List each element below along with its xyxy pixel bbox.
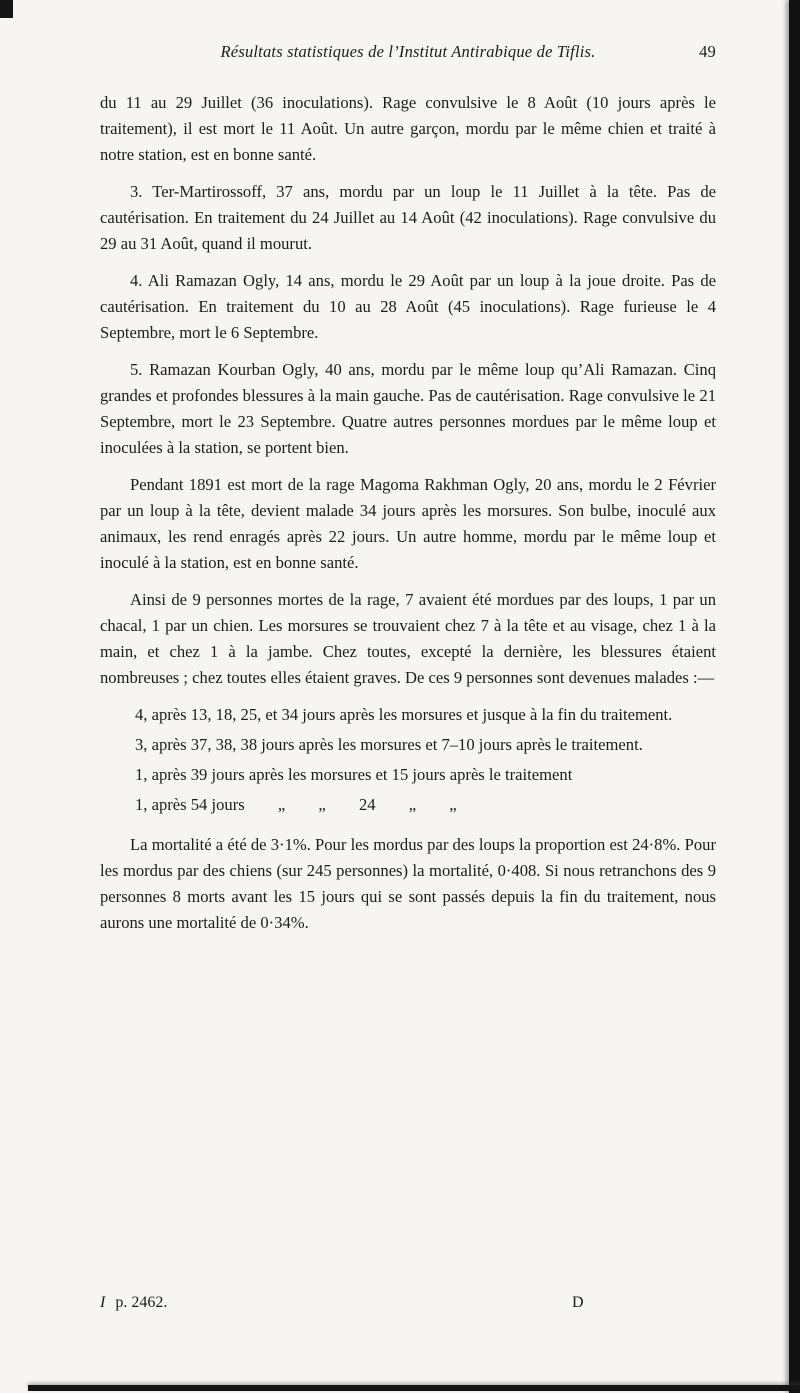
scan-edge-topleft — [0, 0, 13, 18]
list-item: 4, après 13, 18, 25, et 34 jours après les morsures et jusque à la fin du traitement. — [135, 705, 673, 724]
paragraph-case-5: 5. Ramazan Kourban Ogly, 40 ans, mordu par le même loup qu’Ali Ramazan. Cinq grandes et profondes blessures à la main gauche. Pas de cautérisation. Rage convulsive le 21 Septembre, mort le 23 Septembre. Quatre autres personnes mordues par le même loup et inoculées à la station, se portent bien. — [100, 360, 716, 457]
footer-page-ref: p. 2462. — [115, 1294, 168, 1311]
paragraph-1891-case: Pendant 1891 est mort de la rage Magoma Rakhman Ogly, 20 ans, mordu le 2 Février par un loup à la tête, devient malade 34 jours après les morsures. Son bulbe, inoculé aux animaux, les rend enragés après 22 jours. Un autre homme, mordu par le même loup et inoculé à la station, est en bonne santé. — [100, 475, 716, 572]
paragraph-mortality: La mortalité a été de 3·1%. Pour les mordus par des loups la proportion est 24·8%. Pour les mordus par des chiens (sur 245 personnes) la mortalité, 0·408. Si nous retranchons des 9 personnes 8 morts avant les 15 jours qui se sont passés depuis la fin du traitement, nous aurons une mortalité de 0·34%. — [100, 835, 716, 932]
page-body — [100, 90, 716, 936]
delay-list — [100, 702, 716, 818]
running-title: Résultats statistiques de l’Institut Antirabique de Tiflis. — [220, 42, 596, 61]
list-item: 3, après 37, 38, 38 jours après les morsures et 7–10 jours après le traitement. — [135, 735, 643, 754]
list-item: 1, après 54 jours „ „ 24 „ „ — [135, 795, 457, 814]
paragraph-case-4: 4. Ali Ramazan Ogly, 14 ans, mordu le 29 Août par un loup à la joue droite. Pas de cautérisation. En traitement du 10 au 28 Août (45 inoculations). Rage furieuse le 4 Septembre, mort le 6 Septembre. — [100, 271, 716, 342]
list-item: 1, après 39 jours après les morsures et 15 jours après le traitement — [135, 765, 573, 784]
running-head — [100, 42, 716, 62]
scan-edge-right — [789, 0, 800, 1393]
scan-edge-bottom — [28, 1385, 800, 1391]
paragraph-case-3: 3. Ter-Martirossoff, 37 ans, mordu par un loup le 11 Juillet à la tête. Pas de cautérisation. En traitement du 24 Juillet au 14 Août (42 inoculations). Rage convulsive du 29 au 31 Août, quand il mourut. — [100, 182, 716, 253]
page-number: 49 — [699, 42, 716, 61]
paragraph-summary: Ainsi de 9 personnes mortes de la rage, 7 avaient été mordues par des loups, 1 par un chacal, 1 par un chien. Les morsures se trouvaient chez 7 à la tête et au visage, chez 1 à la main, et chez 1 à la jambe. Chez toutes, excepté la dernière, les blessures étaient nombreuses ; chez toutes elles étaient graves. De ces 9 personnes sont devenues malades :— — [100, 590, 716, 687]
footer-signature-mark: D — [572, 1294, 584, 1311]
page-content — [100, 42, 716, 947]
footer-volume-mark: I — [100, 1294, 106, 1311]
page-footer — [100, 1294, 716, 1312]
paragraph-continuation: du 11 au 29 Juillet (36 inoculations). Rage convulsive le 8 Août (10 jours après le traitement), il est mort le 11 Août. Un autre garçon, mordu par le même chien et traité à notre station, est en bonne santé. — [100, 93, 716, 164]
